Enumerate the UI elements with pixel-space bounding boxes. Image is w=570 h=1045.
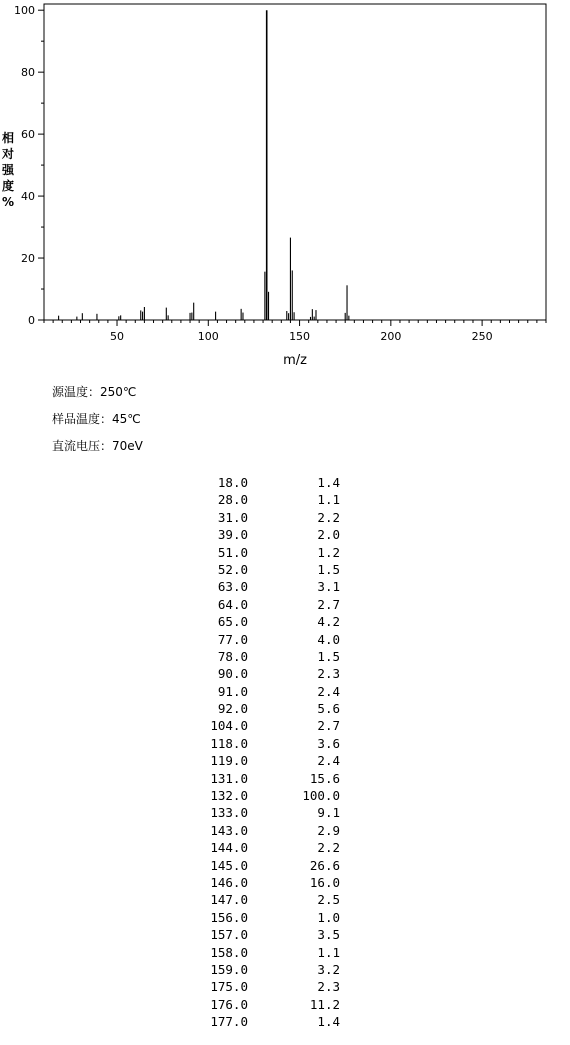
table-row — [190, 909, 340, 926]
peak-intensity-cell: 3.1 — [317, 579, 340, 595]
table-row — [190, 648, 340, 665]
table-row — [190, 1013, 340, 1030]
y-axis-label — [1, 130, 15, 210]
table-row — [190, 961, 340, 978]
peak-intensity-cell: 11.2 — [309, 996, 340, 1012]
peak-mz-cell: 31.0 — [217, 509, 248, 525]
peak-intensity-cell: 1.0 — [317, 909, 340, 925]
peak-mz-cell: 177.0 — [210, 1014, 248, 1030]
table-row — [190, 613, 340, 630]
peak-mz-cell: 118.0 — [210, 735, 248, 751]
peak-mz-cell: 147.0 — [210, 892, 248, 908]
peak-mz-cell: 92.0 — [217, 701, 248, 717]
peak-mz-cell: 104.0 — [210, 718, 248, 734]
peak-intensity-cell: 1.4 — [317, 475, 340, 490]
x-axis-label: m/z — [283, 353, 307, 368]
peak-intensity-cell: 2.9 — [317, 822, 340, 838]
conditions-block — [52, 384, 143, 465]
peak-mz-cell: 144.0 — [210, 840, 248, 856]
peak-intensity-cell: 1.1 — [317, 492, 340, 508]
table-row — [190, 822, 340, 839]
peak-intensity-cell: 100.0 — [302, 788, 340, 804]
peak-mz-cell: 159.0 — [210, 961, 248, 977]
peak-mz-cell: 91.0 — [217, 683, 248, 699]
table-row — [190, 474, 340, 491]
peak-mz-cell: 145.0 — [210, 857, 248, 873]
plot-frame — [44, 4, 546, 320]
peak-mz-cell: 78.0 — [217, 648, 248, 664]
table-row — [190, 787, 340, 804]
x-tick-label: 250 — [471, 330, 493, 343]
y-axis-label-char: 度 — [1, 179, 14, 193]
x-tick-label: 150 — [289, 330, 311, 343]
table-row — [190, 683, 340, 700]
y-tick-label: 20 — [21, 252, 35, 266]
table-row — [190, 526, 340, 543]
peak-mz-cell: 158.0 — [210, 944, 248, 960]
peak-mz-cell: 52.0 — [217, 561, 248, 577]
source-temperature: 源温度：250℃ — [52, 385, 137, 399]
peak-list-table — [190, 474, 340, 1031]
peak-mz-cell: 133.0 — [210, 805, 248, 821]
table-row — [190, 857, 340, 874]
table-row — [190, 752, 340, 769]
peak-intensity-cell: 2.3 — [317, 979, 340, 995]
peak-intensity-cell: 2.2 — [317, 509, 340, 525]
peak-intensity-cell: 2.7 — [317, 718, 340, 734]
peak-intensity-cell: 1.1 — [317, 944, 340, 960]
peak-intensity-cell: 3.5 — [317, 927, 340, 943]
peak-intensity-cell: 3.2 — [317, 961, 340, 977]
y-tick-label: 80 — [21, 66, 35, 80]
peak-mz-cell: 77.0 — [217, 631, 248, 647]
peak-mz-cell: 175.0 — [210, 979, 248, 995]
table-row — [190, 944, 340, 961]
table-row — [190, 891, 340, 908]
peak-mz-cell: 176.0 — [210, 996, 248, 1012]
peak-mz-cell: 90.0 — [217, 666, 248, 682]
table-row — [190, 874, 340, 891]
y-axis — [14, 4, 44, 327]
mass-spectrum-chart — [0, 0, 570, 375]
peak-intensity-cell: 1.4 — [317, 1014, 340, 1030]
peak-mz-cell: 156.0 — [210, 909, 248, 925]
peak-intensity-cell: 2.4 — [317, 753, 340, 769]
peak-intensity-cell: 1.5 — [317, 648, 340, 664]
y-axis-label-char: 相 — [1, 131, 14, 145]
peak-mz-cell: 143.0 — [210, 822, 248, 838]
table-row — [190, 665, 340, 682]
peak-intensity-cell: 15.6 — [309, 770, 340, 786]
table-row — [190, 544, 340, 561]
peak-mz-cell: 132.0 — [210, 788, 248, 804]
table-row — [190, 770, 340, 787]
y-axis-label-char: 强 — [1, 163, 14, 177]
peak-mz-cell: 157.0 — [210, 927, 248, 943]
peak-mz-cell: 146.0 — [210, 874, 248, 890]
x-tick-label: 100 — [197, 330, 219, 343]
y-tick-label: 0 — [28, 314, 35, 327]
peak-mz-cell: 119.0 — [210, 753, 248, 769]
table-row — [190, 509, 340, 526]
table-row — [190, 561, 340, 578]
peak-intensity-cell: 1.5 — [317, 561, 340, 577]
peak-mz-cell: 65.0 — [217, 614, 248, 630]
x-minor-ticks — [44, 320, 546, 326]
peak-intensity-cell: 2.5 — [317, 892, 340, 908]
table-row — [190, 700, 340, 717]
peak-intensity-cell: 4.0 — [317, 631, 340, 647]
y-tick-label: 100 — [14, 4, 35, 18]
peak-mz-cell: 28.0 — [217, 492, 248, 508]
sample-temperature: 样品温度：45℃ — [52, 412, 141, 426]
peak-intensity-cell: 3.6 — [317, 735, 340, 751]
x-tick-label: 50 — [110, 330, 125, 343]
x-axis — [110, 330, 493, 343]
table-row — [190, 926, 340, 943]
peak-intensity-cell: 9.1 — [317, 805, 340, 821]
y-tick-label: 40 — [21, 190, 35, 204]
table-row — [190, 578, 340, 595]
y-axis-label-char: % — [1, 195, 15, 209]
peak-intensity-cell: 4.2 — [317, 614, 340, 630]
peak-intensity-cell: 1.2 — [317, 544, 340, 560]
peak-intensity-cell: 2.0 — [317, 527, 340, 543]
peak-intensity-cell: 26.6 — [309, 857, 340, 873]
table-row — [190, 839, 340, 856]
table-row — [190, 978, 340, 995]
dc-voltage: 直流电压：70eV — [52, 439, 143, 453]
peak-intensity-cell: 2.7 — [317, 596, 340, 612]
table-row — [190, 717, 340, 734]
peak-intensity-cell: 2.2 — [317, 840, 340, 856]
peak-mz-cell: 39.0 — [217, 527, 248, 543]
table-row — [190, 996, 340, 1013]
table-row — [190, 596, 340, 613]
peak-intensity-cell: 2.4 — [317, 683, 340, 699]
table-row — [190, 804, 340, 821]
y-tick-label: 60 — [21, 128, 35, 142]
x-tick-label: 200 — [380, 330, 402, 343]
peak-mz-cell: 51.0 — [217, 544, 248, 560]
peak-intensity-cell: 2.3 — [317, 666, 340, 682]
peak-mz-cell: 63.0 — [217, 579, 248, 595]
y-axis-label-char: 对 — [1, 147, 14, 161]
peak-intensity-cell: 5.6 — [317, 701, 340, 717]
peak-bars — [59, 10, 349, 320]
peak-intensity-cell: 16.0 — [309, 874, 340, 890]
table-row — [190, 631, 340, 648]
table-row — [190, 735, 340, 752]
peak-mz-cell: 64.0 — [217, 596, 248, 612]
table-row — [190, 491, 340, 508]
peak-mz-cell: 18.0 — [217, 475, 248, 490]
peak-mz-cell: 131.0 — [210, 770, 248, 786]
